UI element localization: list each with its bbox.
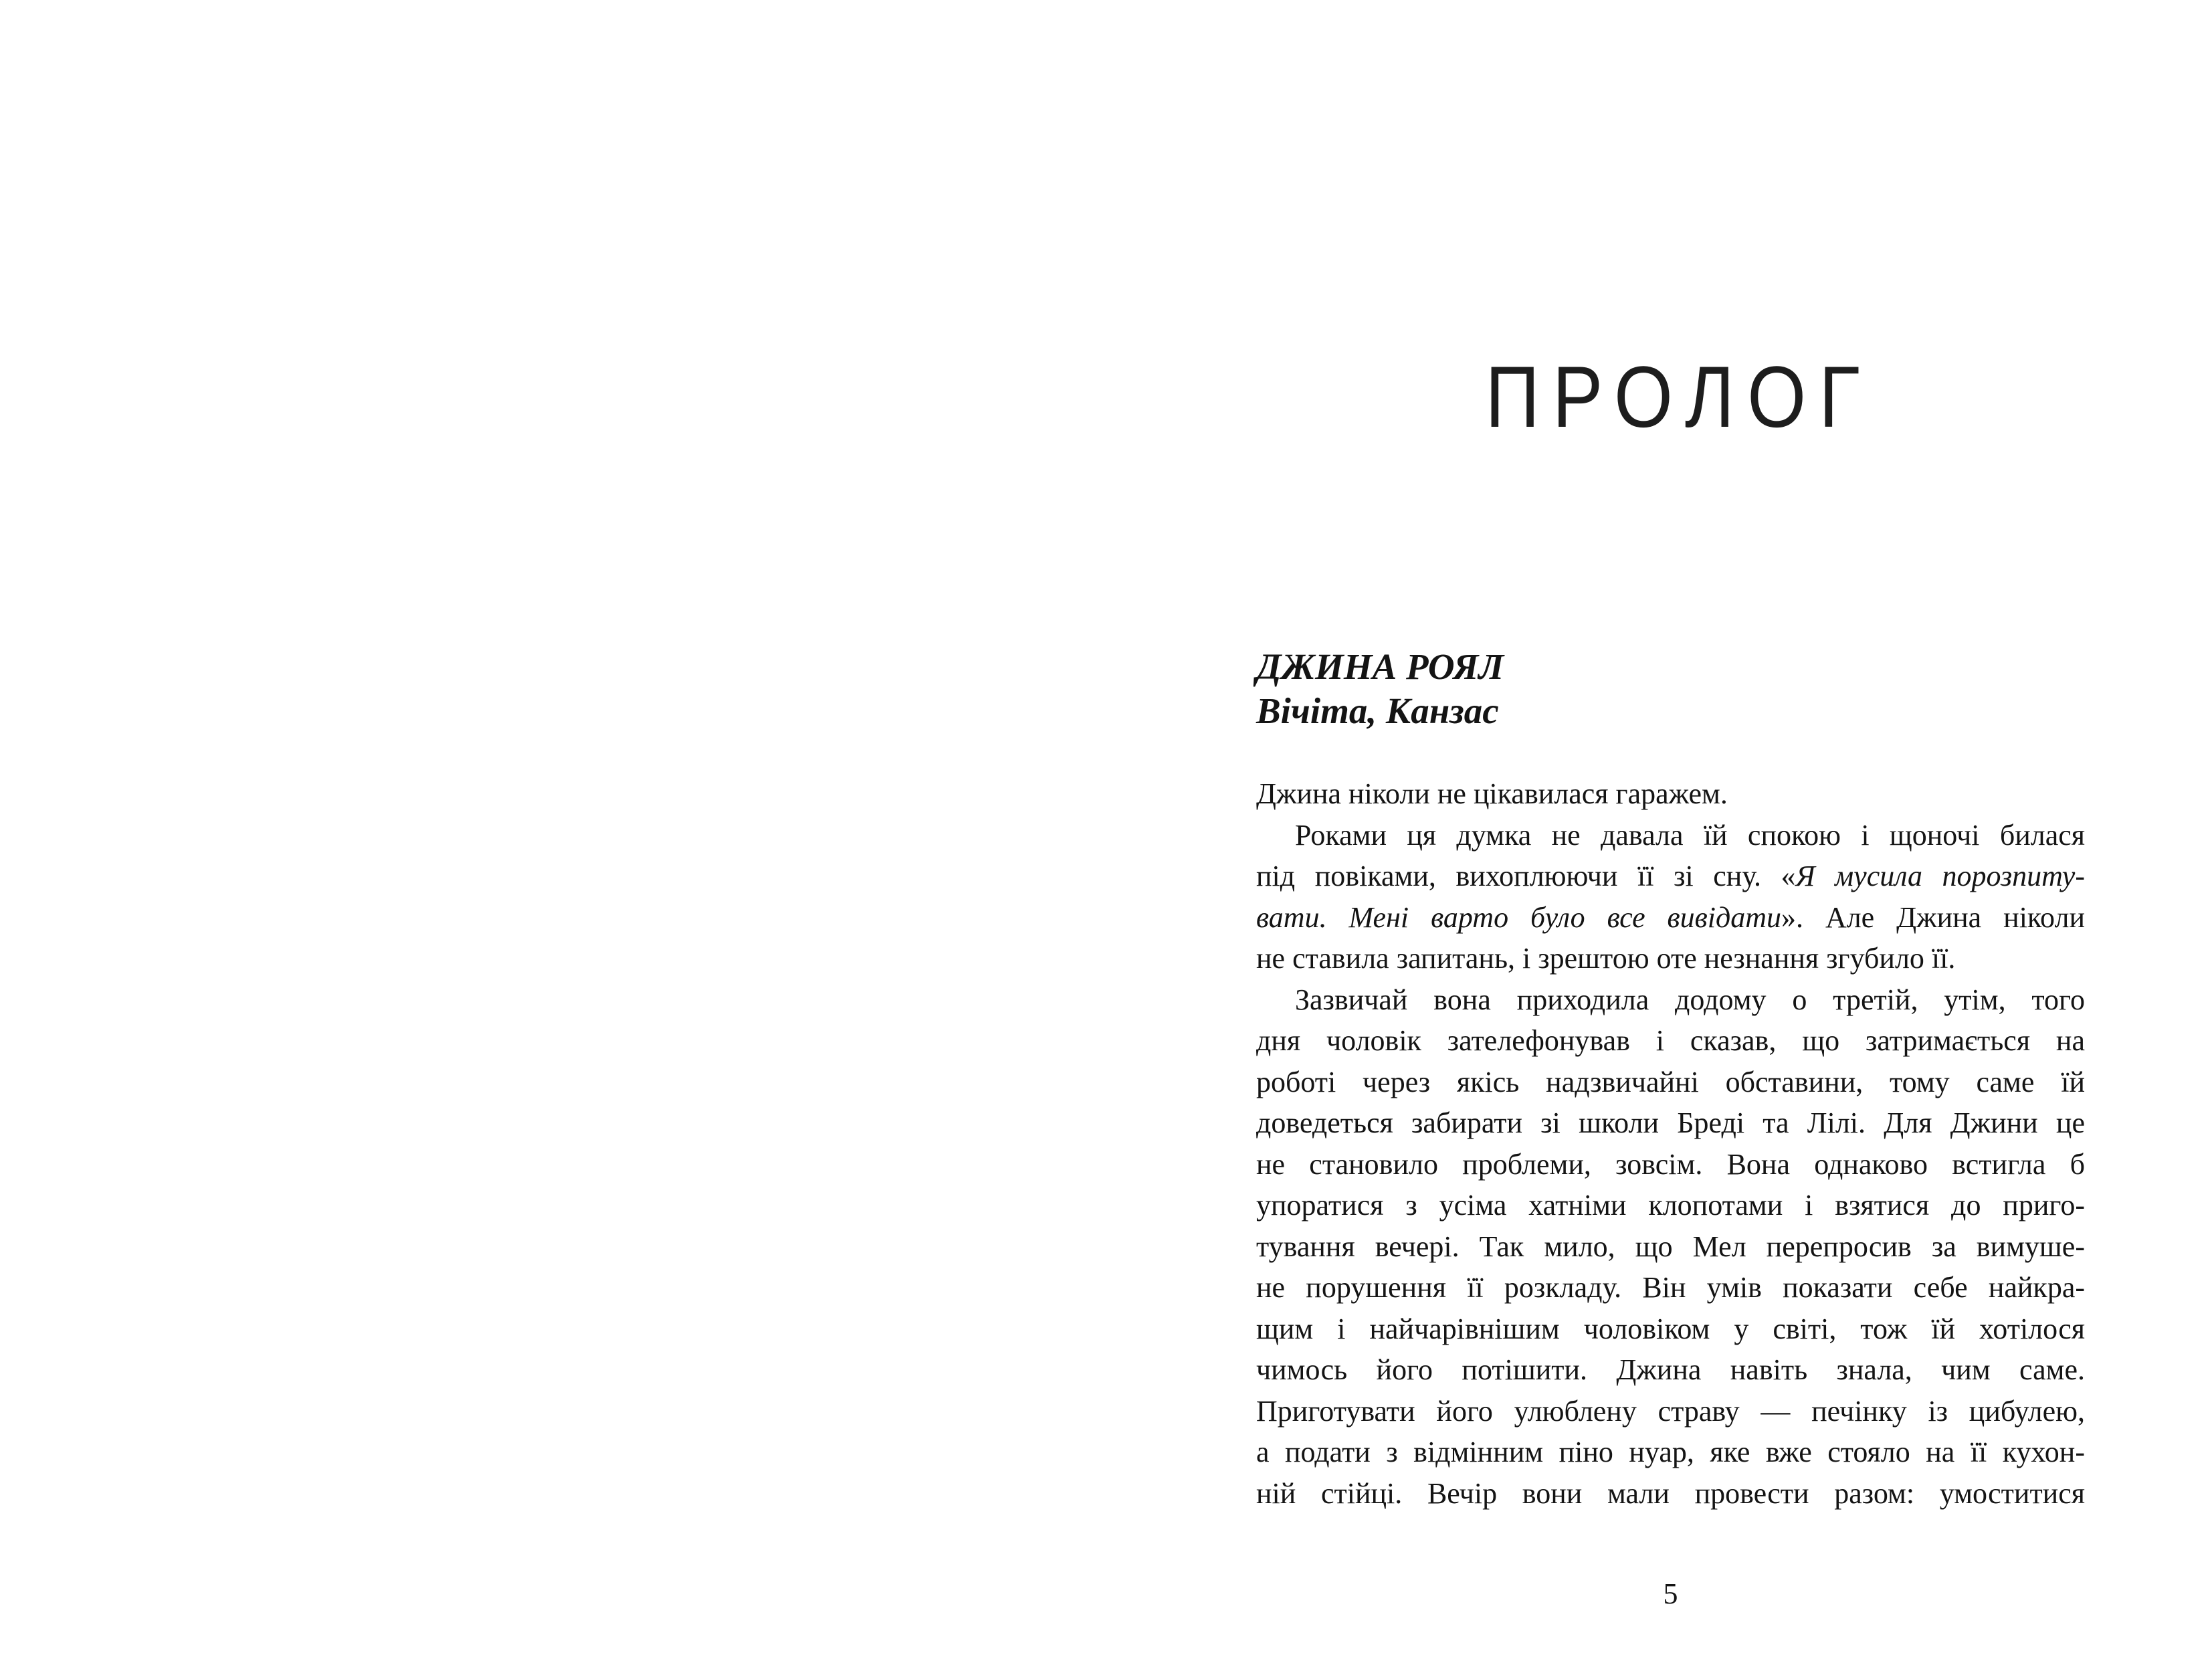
body-segment: упоратися з усіма хатніми клопотами і взятися до приго-	[1256, 1189, 2085, 1222]
body-segment: роботі через якісь надзвичайні обставини, тому саме їй	[1256, 1065, 2085, 1098]
body-line	[1256, 1062, 2085, 1103]
body-line	[1256, 1391, 2085, 1432]
body-line	[1256, 1020, 2085, 1062]
body-segment-italic: Я мусила порозпиту-	[1795, 860, 2085, 892]
section-location: Вічіта, Канзас	[1256, 690, 1499, 731]
body-segment: дня чоловік зателефонував і сказав, що затримається на	[1256, 1024, 2085, 1057]
body-line	[1256, 938, 2085, 979]
body-segment: Роками ця думка не давала їй спокою і щоночі билася	[1295, 818, 2085, 852]
body-line	[1256, 773, 2085, 815]
body-segment: не становило проблеми, зовсім. Вона однаково встигла б	[1256, 1147, 2085, 1181]
body-segment: ». Але Джина ніколи	[1781, 900, 2085, 934]
body-line	[1256, 1308, 2085, 1350]
body-segment: Зазвичай вона приходила додому о третій, утім, того	[1295, 983, 2085, 1016]
chapter-title	[1256, 348, 2085, 446]
body-line	[1256, 1473, 2085, 1515]
body-segment: не порушення її розкладу. Він умів показати себе найкра-	[1256, 1271, 2085, 1304]
body-segment: а подати з відмінним піно нуар, яке вже стояло на її кухон-	[1256, 1436, 2085, 1468]
section-character-name: ДЖИНА РОЯЛ	[1256, 646, 1504, 687]
body-segment: щим і найчарівнішим чоловіком у світі, тож їй хотілося	[1256, 1312, 2085, 1345]
body-line	[1256, 1267, 2085, 1308]
chapter-title-text: ПРОЛОГ	[1485, 348, 1873, 446]
body-segment: Джина ніколи не цікавилася гаражем.	[1256, 777, 1728, 810]
page-number: 5	[1663, 1577, 1678, 1610]
body-segment-italic: вати. Мені варто було все вивідати	[1256, 900, 1781, 934]
body-line	[1256, 897, 2085, 939]
body-text	[1256, 773, 2085, 1514]
body-line	[1256, 979, 2085, 1021]
body-line	[1256, 1432, 2085, 1473]
body-line	[1256, 856, 2085, 897]
body-segment: під повіками, вихоплюючи її зі сну. «	[1256, 860, 1796, 892]
body-line	[1256, 1349, 2085, 1391]
body-line	[1256, 1144, 2085, 1185]
body-segment: доведеться забирати зі школи Бреді та Лілі. Для Джини це	[1256, 1106, 2085, 1139]
body-line	[1256, 1226, 2085, 1268]
body-segment: тування вечері. Так мило, що Мел перепросив за вимуше-	[1256, 1230, 2085, 1263]
body-segment: Приготувати його улюблену страву — печінку із цибулею,	[1256, 1394, 2085, 1428]
body-line	[1256, 1185, 2085, 1226]
body-line	[1256, 1102, 2085, 1144]
body-line	[1256, 815, 2085, 856]
body-segment: чимось його потішити. Джина навіть знала, чим саме.	[1256, 1353, 2085, 1386]
body-segment: не ставила запитань, і зрештою оте незнання згубило її.	[1256, 942, 1956, 975]
section-header	[1256, 645, 2085, 733]
body-segment: ній стійці. Вечір вони мали провести разом: умоститися	[1256, 1476, 2085, 1510]
